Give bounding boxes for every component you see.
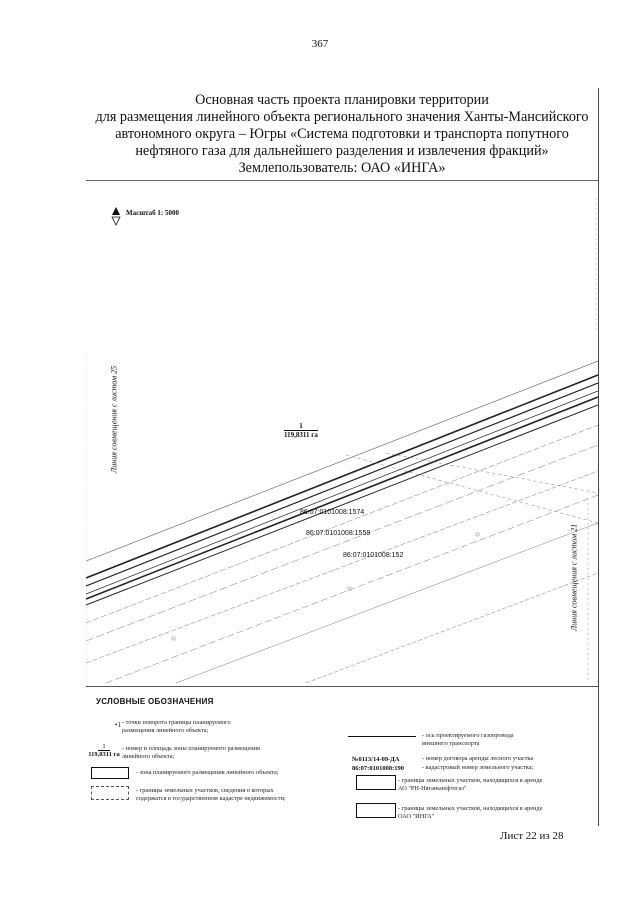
title-line-5: Землепользователь: ОАО «ИНГА» xyxy=(238,160,446,176)
planning-map xyxy=(86,193,598,683)
legend-parcel-text: - границы земельных участков, сведения о которых содержатся в государственном кадастре недвижимости; xyxy=(136,787,286,802)
title-line-4: нефтяного газа для дальнейшего разделения и извлечения фракций» xyxy=(135,143,549,159)
legend-inga-symbol xyxy=(356,803,396,818)
parcel-label: 86:07:0101008:152 xyxy=(343,552,404,559)
parcel-label: 86:07:0101008:1574 xyxy=(300,509,365,516)
zone-label xyxy=(284,422,318,439)
legend-cadastral-text: - кадастровый номер земельного участка; xyxy=(422,764,534,771)
legend-zone-text: - номер и площадь зоны планируемого размещения линейного объекта; xyxy=(122,745,260,760)
legend-parcel-symbol xyxy=(91,786,129,800)
legend-rn-text: - границы земельных участков, находящихся в аренде АО "РН-Няганьнефтегаз" xyxy=(398,777,543,792)
legend-zone-border-symbol xyxy=(91,767,129,779)
legend-lease-text: - номер договора аренды лесного участка xyxy=(422,755,534,762)
legend-point-symbol: •1 xyxy=(115,721,121,729)
parcel-label: 86:07:0101008:1559 xyxy=(306,530,371,537)
legend-zone-border-text: - зона планируемого размещения линейного объекта; xyxy=(136,769,279,776)
right-match-label: Линия совмещения с листом 21 xyxy=(569,523,579,632)
legend-axis-text: - ось проектируемого газопровода внешнего транспорта xyxy=(422,732,514,747)
legend-lease-number: №0113/14-09-ДА xyxy=(352,756,400,763)
title-line-2: для размещения линейного объекта регионального значения Ханты-Мансийского xyxy=(95,109,589,125)
title-line-1: Основная часть проекта планировки территории xyxy=(195,92,489,108)
legend-point-text: - точки поворота границы планируемого размещения линейного объекта; xyxy=(122,719,231,734)
left-match-label: Линия совмещения с листом 25 xyxy=(109,365,119,474)
title-divider xyxy=(86,180,598,181)
legend-title: УСЛОВНЫЕ ОБОЗНАЧЕНИЯ xyxy=(96,697,214,706)
legend-zone-symbol: 1 119,8311 га xyxy=(88,743,120,758)
sheet-footer: Лист 22 из 28 xyxy=(500,830,564,842)
title-line-3: автономного округа – Югры «Система подготовки и транспорта попутного xyxy=(115,126,569,142)
page-number: 367 xyxy=(311,38,329,50)
zone-number: 1 xyxy=(284,422,318,431)
north-arrow-icon xyxy=(112,207,120,225)
zone-area: 119,8311 га xyxy=(284,431,318,439)
legend-rn-symbol xyxy=(356,775,396,790)
legend-axis-symbol xyxy=(348,736,416,737)
document-title xyxy=(86,92,598,177)
map-drawing xyxy=(86,193,598,683)
legend-cadastral-number: 86:07:0101008:190 xyxy=(352,765,404,772)
legend-inga-text: - границы земельных участков, находящихся в аренде ОАО "ИНГА" xyxy=(398,805,543,820)
scale-label: Масштаб 1: 5000 xyxy=(126,209,179,217)
legend xyxy=(86,686,598,827)
gas-pipeline-axis xyxy=(86,375,598,578)
point-dot-icon: • xyxy=(115,721,118,729)
